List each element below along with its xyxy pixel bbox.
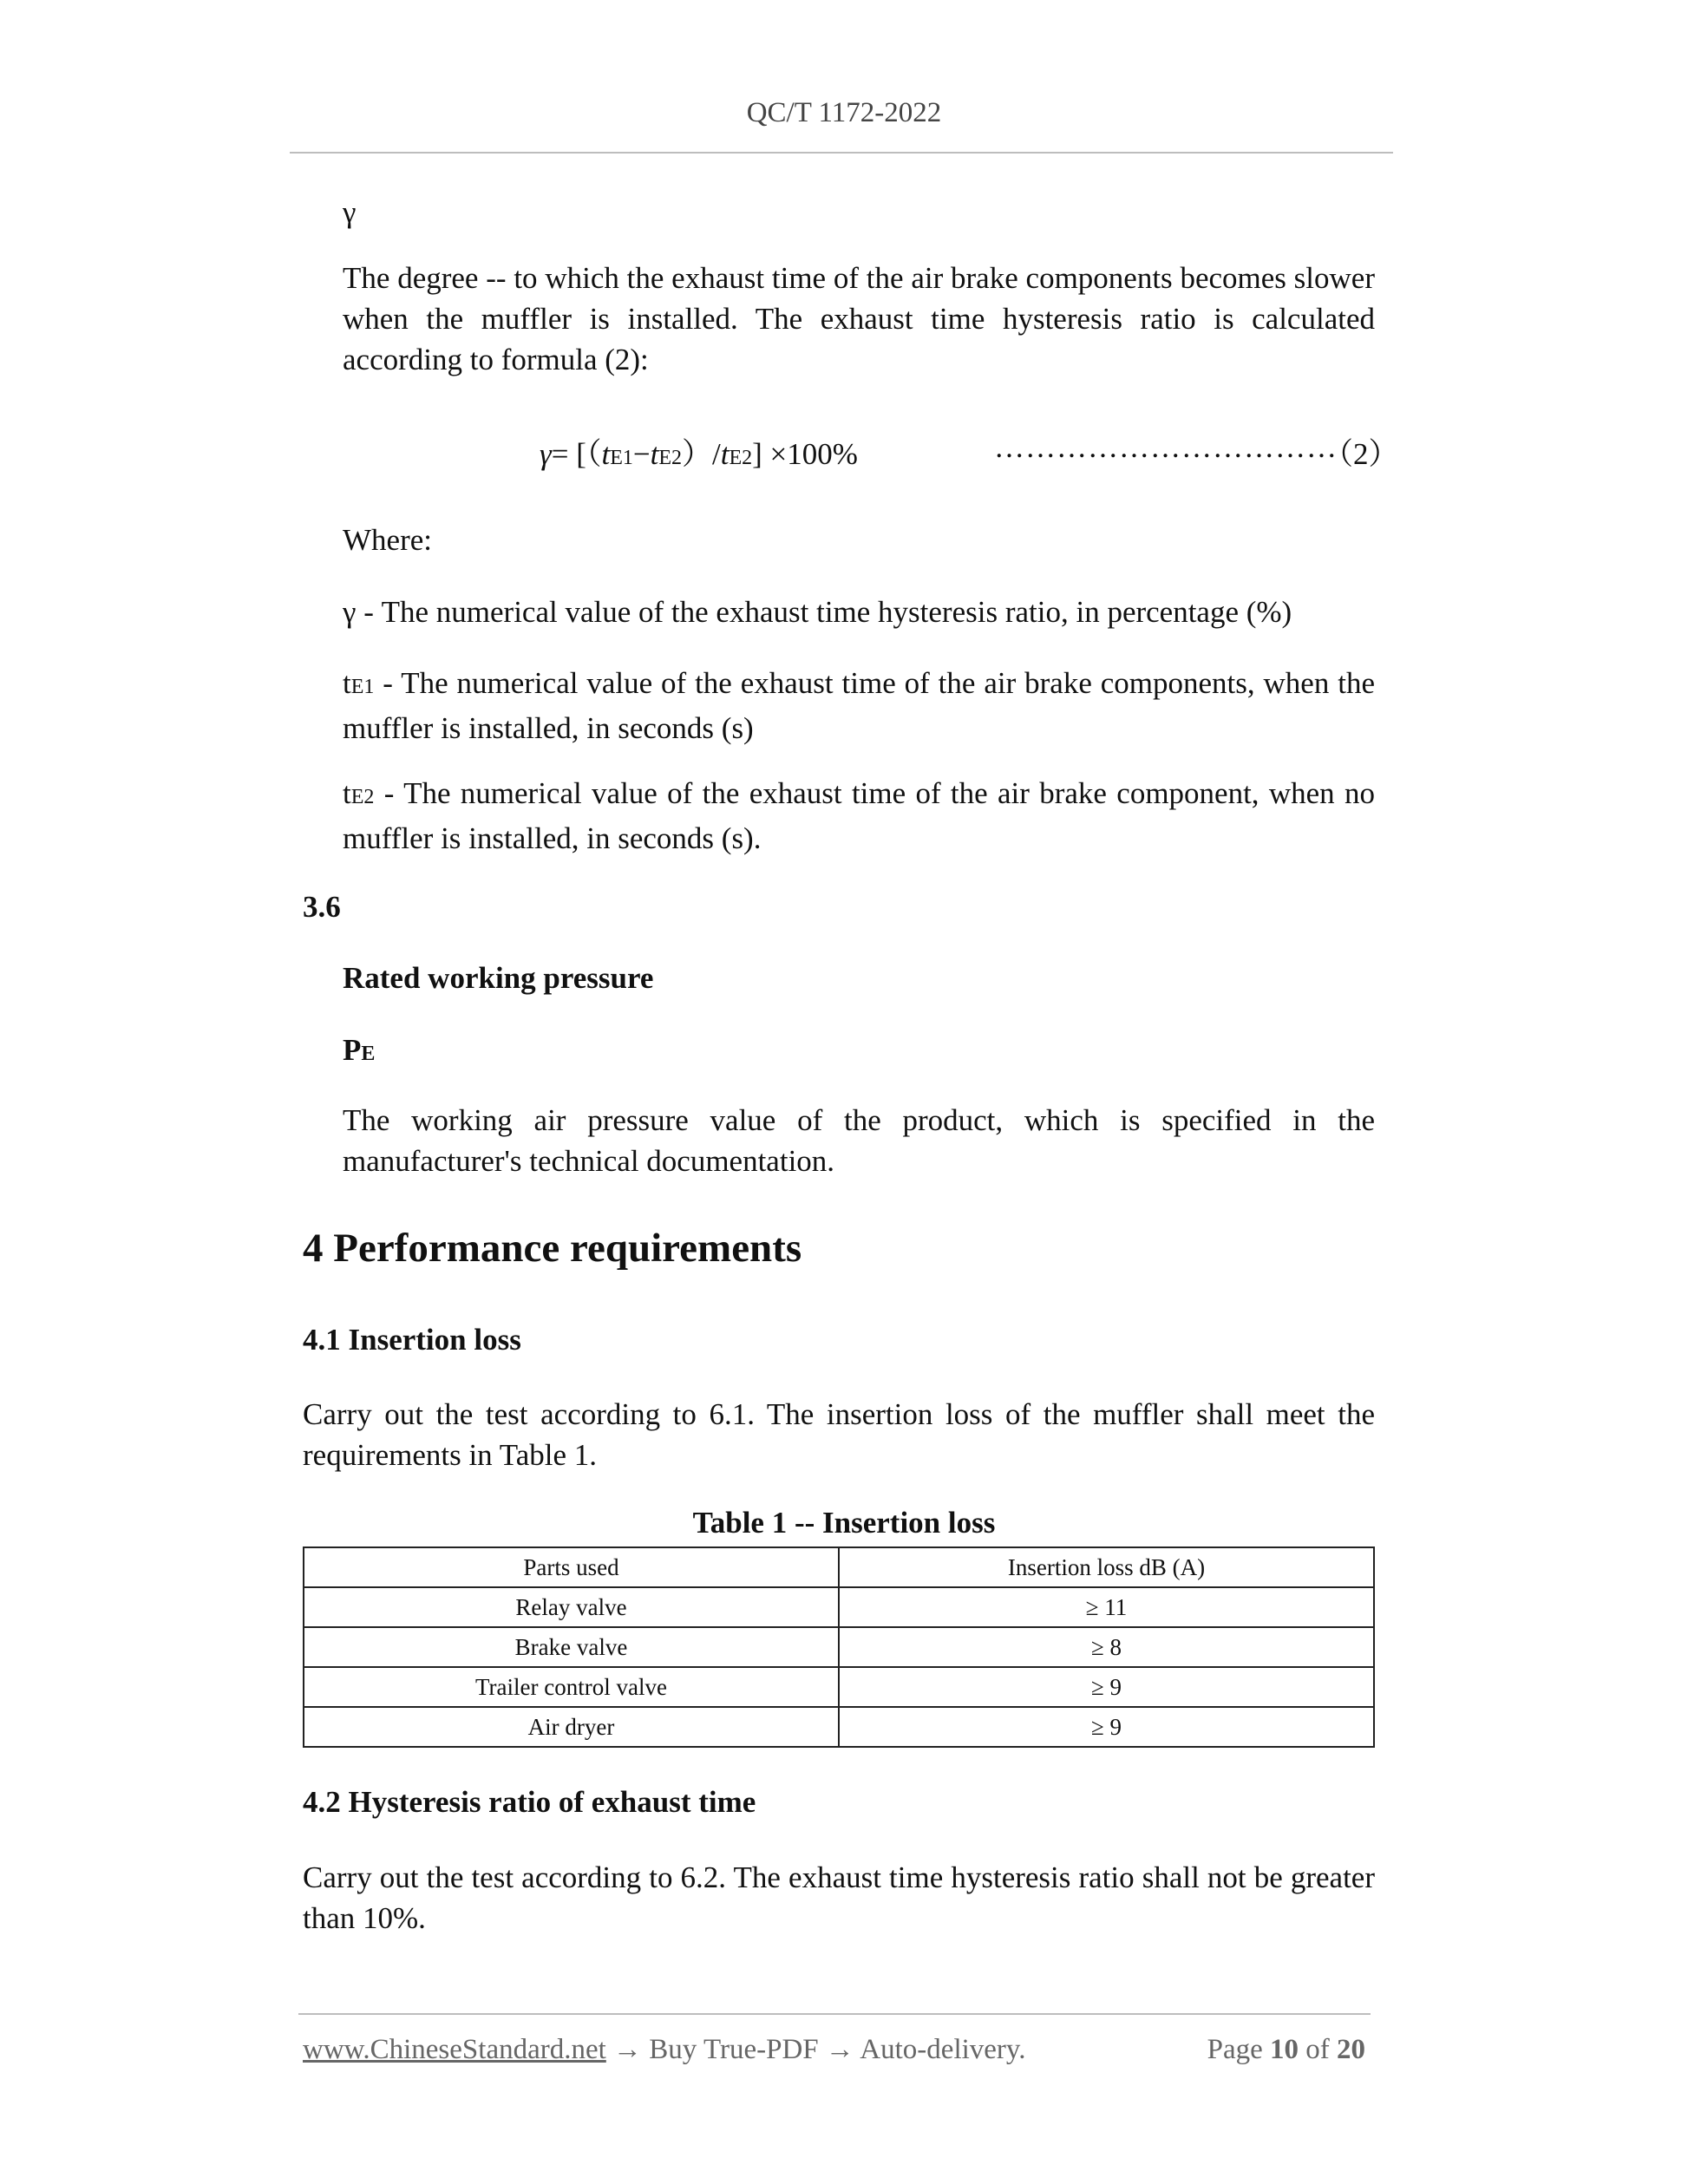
table-cell: Brake valve — [304, 1627, 839, 1667]
footer-divider — [298, 2013, 1371, 2015]
footer-promo-text: → Buy True-PDF → Auto-delivery. — [605, 2034, 1026, 2065]
table-cell: ≥ 8 — [839, 1627, 1374, 1667]
where-item — [343, 592, 1375, 632]
term-definition: The working air pressure value of the product, which is specified in the manufacturer's technical documentation. — [343, 1103, 1375, 1178]
formula-leader-dots: …………………………… — [994, 430, 1338, 464]
term-title: Rated working pressure — [343, 961, 654, 995]
table-cell: ≥ 11 — [839, 1587, 1374, 1627]
where-text: - The numerical value of the exhaust time hysteresis ratio, in percentage (%) — [356, 595, 1292, 629]
table-header-cell: Insertion loss dB (A) — [839, 1547, 1374, 1587]
table-row — [304, 1587, 1374, 1627]
formula-minus: − — [632, 437, 651, 471]
paragraph: Carry out the test according to 6.2. The exhaust time hysteresis ratio shall not be greater than 10%. — [303, 1860, 1375, 1935]
formula-t2: t — [650, 437, 659, 471]
where-label: Where: — [343, 523, 432, 557]
formula-t1: t — [601, 437, 611, 471]
term-symbol-main: P — [343, 1033, 362, 1067]
formula-t2-sub: E2 — [658, 447, 683, 469]
term-definition: The degree -- to which the exhaust time of the air brake components becomes slower when the muffler is installed. The exhaust time hysteresis ratio is calculated according to formula (2): — [343, 261, 1375, 376]
subsection-heading: 4.1 Insertion loss — [303, 1323, 521, 1357]
table-cell: Trailer control valve — [304, 1667, 839, 1707]
section-heading: 4 Performance requirements — [303, 1226, 802, 1271]
table-cell: ≥ 9 — [839, 1707, 1374, 1747]
formula-t3-sub: E2 — [729, 447, 753, 469]
formula-mid: ）/ — [682, 437, 721, 471]
formula-t3: t — [720, 437, 730, 471]
where-text: - The numerical value of the exhaust time of the air brake components, when the muffler is installed, in seconds (s) — [343, 666, 1375, 745]
page-header: QC/T 1172-2022 — [746, 97, 942, 128]
term-symbol — [343, 1030, 375, 1075]
term-symbol-gamma: γ — [343, 195, 357, 229]
subsection-heading: 4.2 Hysteresis ratio of exhaust time — [303, 1785, 756, 1819]
table-header-cell: Parts used — [304, 1547, 839, 1587]
table-row — [304, 1667, 1374, 1707]
table-cell: Relay valve — [304, 1587, 839, 1627]
formula-number: （2） — [1323, 437, 1399, 471]
where-symbol: γ — [343, 595, 357, 629]
page-indicator — [1207, 2034, 1365, 2066]
table-header-row — [304, 1547, 1374, 1587]
formula-rhs: ] ×100% — [752, 437, 858, 471]
page-number: 10 — [1270, 2034, 1299, 2065]
where-symbol: t — [343, 666, 351, 700]
page-total: 20 — [1337, 2034, 1365, 2065]
formula-lhs: γ — [540, 437, 552, 471]
where-symbol-sub: E2 — [350, 786, 375, 808]
formula-2 — [540, 430, 858, 474]
of-label: of — [1305, 2034, 1330, 2065]
page-label: Page — [1207, 2034, 1263, 2065]
header-divider — [290, 152, 1393, 154]
clause-number: 3.6 — [303, 890, 341, 924]
where-item — [343, 663, 1375, 749]
formula-t1-sub: E1 — [610, 447, 633, 469]
table-cell: Air dryer — [304, 1707, 839, 1747]
site-link[interactable]: www.ChineseStandard.net — [303, 2034, 606, 2065]
table-row — [304, 1627, 1374, 1667]
where-symbol-sub: E1 — [350, 676, 375, 698]
paragraph: Carry out the test according to 6.1. The insertion loss of the muffler shall meet the requirements in Table 1. — [303, 1397, 1375, 1472]
table-cell: ≥ 9 — [839, 1667, 1374, 1707]
formula-eq: = [（ — [551, 437, 602, 471]
term-symbol-sub: E — [361, 1043, 376, 1065]
table-row — [304, 1707, 1374, 1747]
where-symbol: t — [343, 776, 351, 810]
table-caption: Table 1 -- Insertion loss — [692, 1506, 996, 1540]
where-item — [343, 773, 1375, 859]
footer-promo — [303, 2034, 1026, 2066]
insertion-loss-table — [303, 1546, 1375, 1748]
where-text: - The numerical value of the exhaust time of the air brake component, when no muffler is installed, in seconds (s). — [343, 776, 1375, 855]
